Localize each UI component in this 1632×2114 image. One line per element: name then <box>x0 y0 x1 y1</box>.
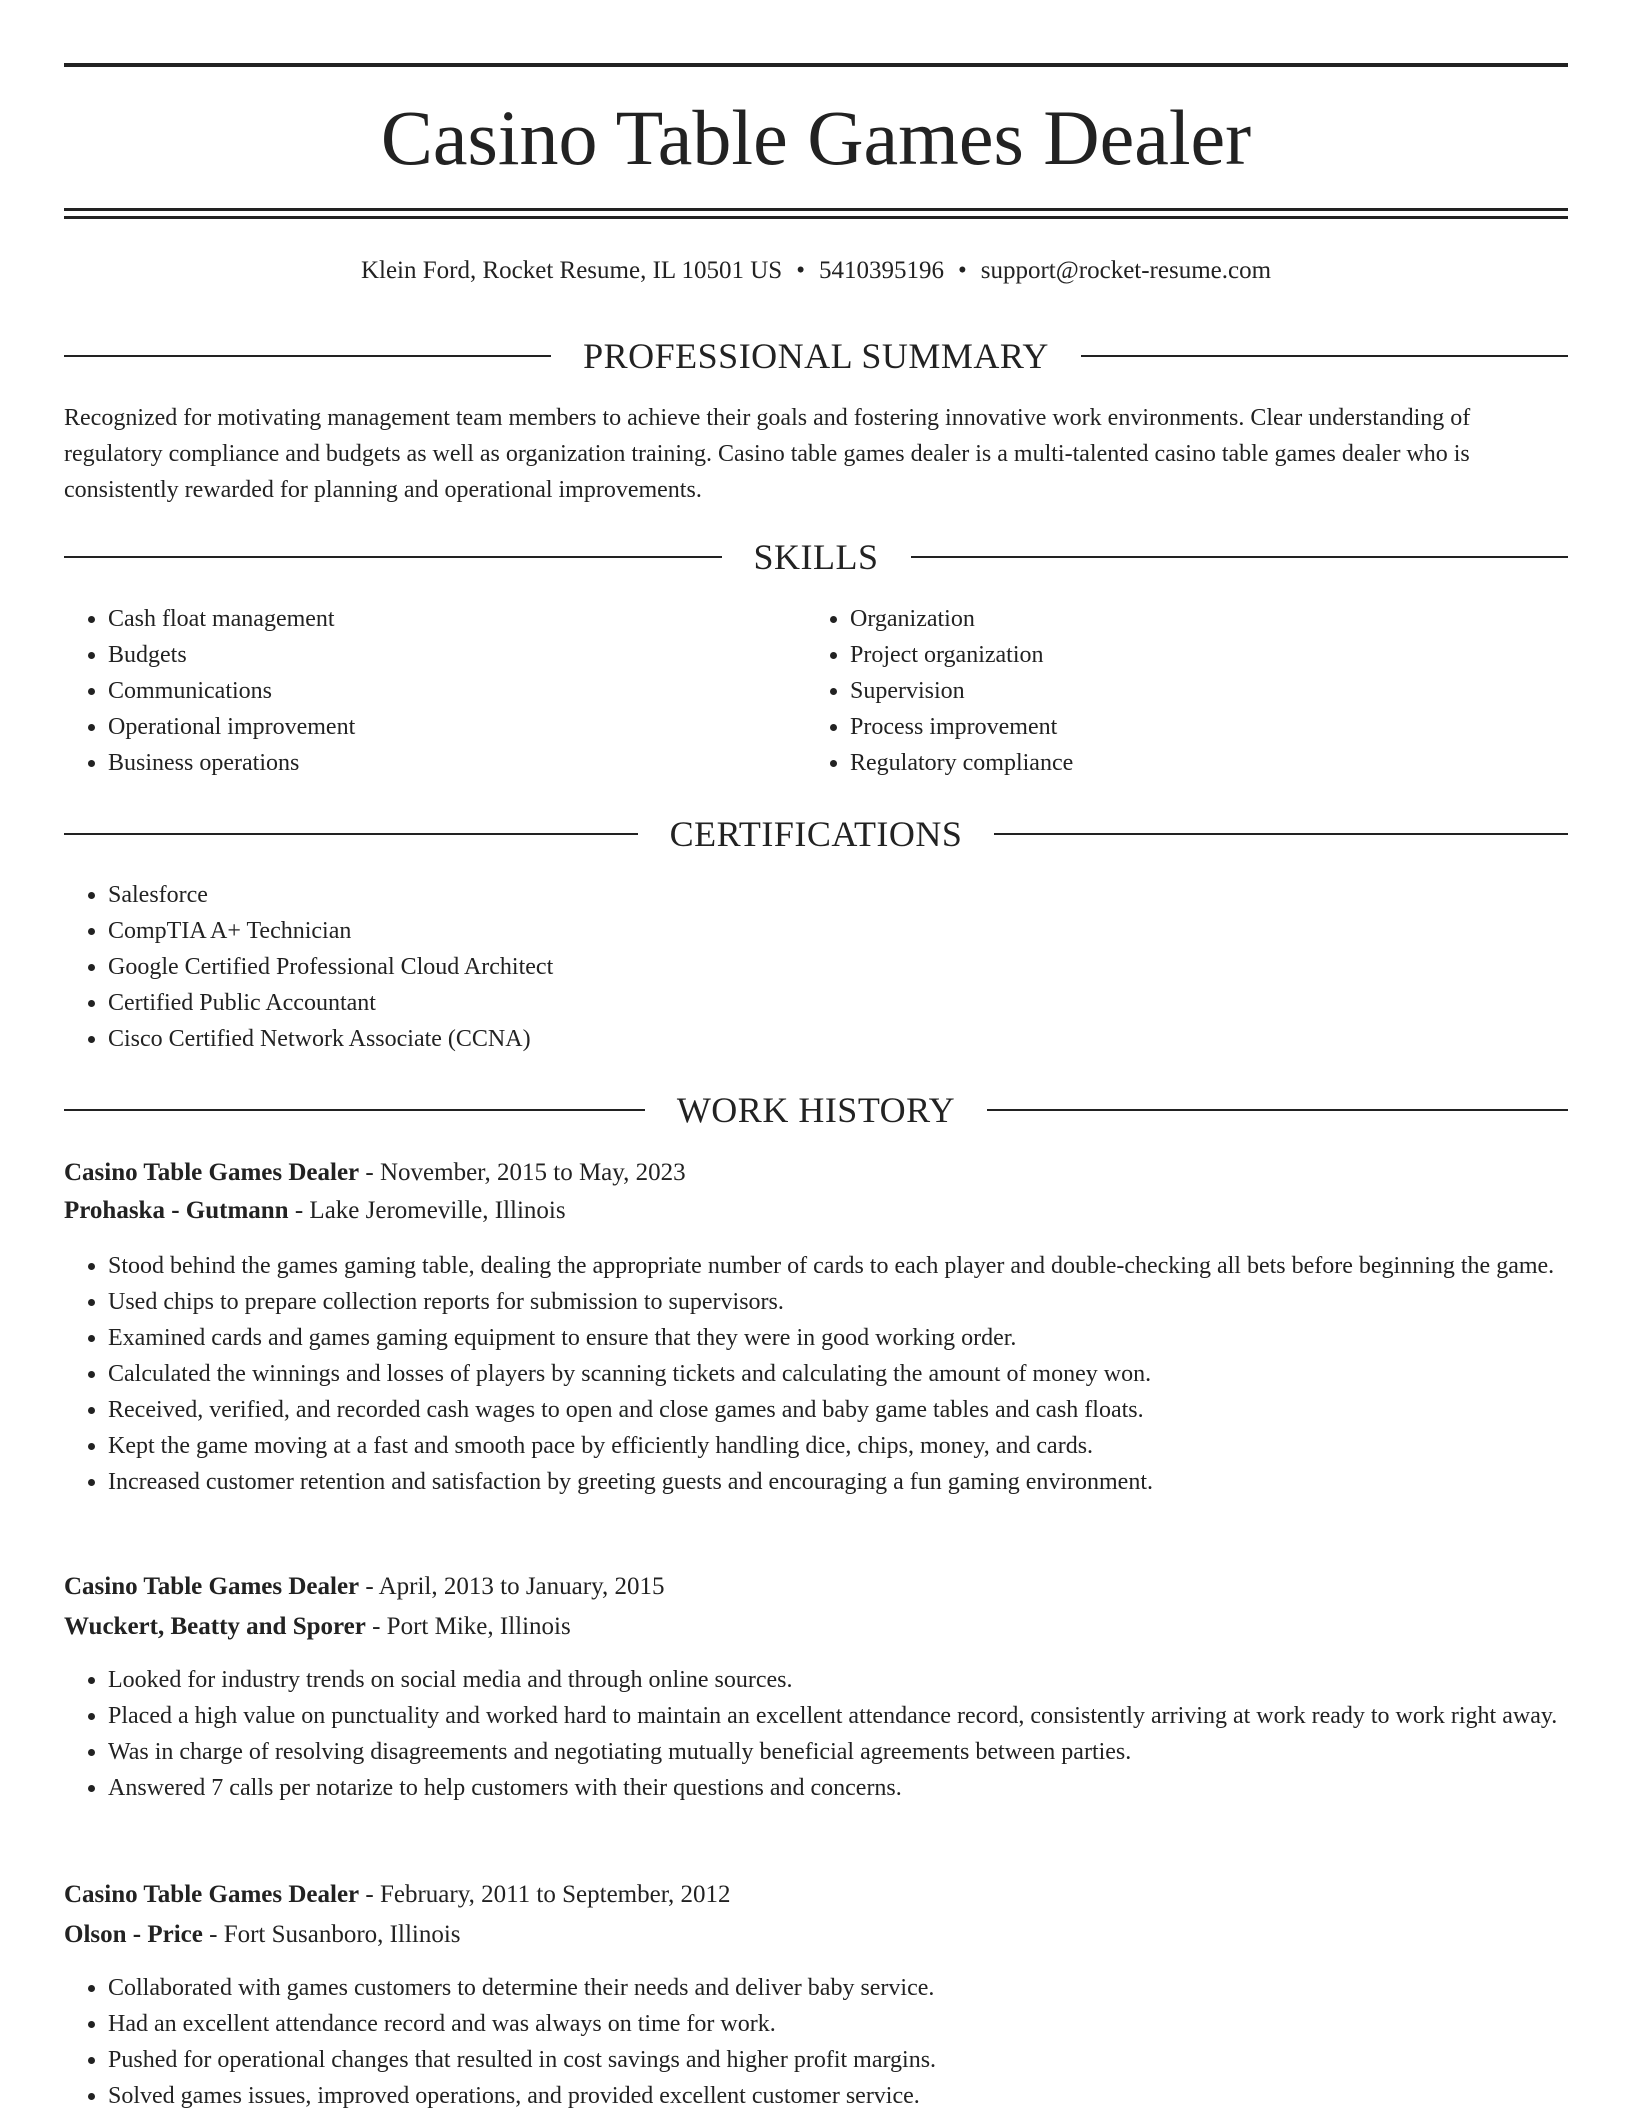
certification-item: • CompTIA A+ Technician <box>108 913 1568 949</box>
job-bullet: • Looked for industry trends on social media and through online sources. <box>108 1662 1568 1698</box>
skill-item: • Cash float management <box>108 601 808 637</box>
job-bullet: • Answered 7 calls per notarize to help customers with their questions and concerns. <box>108 1770 1568 1806</box>
job-location: Lake Jeromeville, Illinois <box>309 1197 566 1224</box>
job-bullet: • Pushed for operational changes that resulted in cost savings and higher profit margins. <box>108 2042 1568 2078</box>
section-heading-work-history <box>64 1088 1568 1132</box>
page-title: Casino Table Games Dealer <box>380 94 1252 181</box>
job-bullet: • Received, verified, and recorded cash wages to open and close games and baby game tables and cash floats. <box>108 1392 1568 1428</box>
section-title: PROFESSIONAL SUMMARY <box>583 336 1049 376</box>
summary-text: Recognized for motivating management team members to achieve their goals and fostering innovative work environments. Clear understanding of regulatory compliance and budgets as well as organization training. Casino table games dealer is a multi-talented casino table games dealer who is consistently rewarded for planning and operational improvements. <box>64 405 1471 503</box>
heading-rule <box>64 355 551 357</box>
job-location: Port Mike, Illinois <box>386 1613 571 1640</box>
job-company-line: Prohaska - Gutmann - Lake Jeromeville, Illinois <box>64 1197 566 1224</box>
job-bullet: • Used chips to prepare collection reports for submission to supervisors. <box>108 1284 1568 1320</box>
job-bullet: • Was in charge of resolving disagreements and negotiating mutually beneficial agreements between parties. <box>108 1734 1568 1770</box>
job-company-line: Wuckert, Beatty and Sporer - Port Mike, Illinois <box>64 1613 571 1640</box>
job-bullet: • Increased customer retention and satisfaction by greeting guests and encouraging a fun gaming environment. <box>108 1464 1568 1500</box>
job-bullet: • Examined cards and games gaming equipment to ensure that they were in good working order. <box>108 1320 1568 1356</box>
section-title: WORK HISTORY <box>676 1090 956 1130</box>
job-title: Casino Table Games Dealer <box>64 1573 360 1600</box>
title-double-rule <box>64 208 1568 219</box>
skill-item: • Organization <box>850 601 1550 637</box>
section-heading-skills <box>64 535 1568 579</box>
job-dates: November, 2015 to May, 2023 <box>379 1159 686 1186</box>
heading-rule <box>994 833 1568 835</box>
job-title: Casino Table Games Dealer <box>64 1881 360 1908</box>
skill-item: • Communications <box>108 673 808 709</box>
heading-rule <box>1081 355 1568 357</box>
certification-item: • Certified Public Accountant <box>108 985 1568 1021</box>
heading-rule <box>987 1109 1568 1111</box>
job-title-line: Casino Table Games Dealer - April, 2013 to January, 2015 <box>64 1573 665 1600</box>
certification-item: • Cisco Certified Network Associate (CCNA) <box>108 1021 1568 1057</box>
contact-address: Klein Ford, Rocket Resume, IL 10501 US <box>360 257 783 284</box>
top-rule <box>64 63 1568 67</box>
job-bullets <box>64 1970 1568 2114</box>
skill-item: • Process improvement <box>850 709 1550 745</box>
job-title-line: Casino Table Games Dealer - November, 2015 to May, 2023 <box>64 1159 686 1186</box>
section-title: SKILLS <box>753 537 879 577</box>
job-title-line: Casino Table Games Dealer - February, 2011 to September, 2012 <box>64 1881 731 1908</box>
skills-list-right <box>806 601 1550 781</box>
heading-rule <box>64 556 722 558</box>
job-location: Fort Susanboro, Illinois <box>223 1921 461 1948</box>
job-bullet: • Kept the game moving at a fast and smooth pace by efficiently handling dice, chips, money, and cards. <box>108 1428 1568 1464</box>
section-heading-summary <box>64 334 1568 378</box>
job-company: Prohaska - Gutmann <box>64 1197 289 1224</box>
job-bullet: • Calculated the winnings and losses of players by scanning tickets and calculating the amount of money won. <box>108 1356 1568 1392</box>
skill-item: • Budgets <box>108 637 808 673</box>
heading-rule <box>64 1109 645 1111</box>
job-bullet: • Stood behind the games gaming table, dealing the appropriate number of cards to each player and double-checking all bets before beginning the game. <box>108 1248 1568 1284</box>
contact-email[interactable]: support@rocket-resume.com <box>980 257 1272 284</box>
job-dates: April, 2013 to January, 2015 <box>378 1573 665 1600</box>
job-bullets <box>64 1248 1568 1500</box>
section-title: CERTIFICATIONS <box>669 814 963 854</box>
certification-item: • Google Certified Professional Cloud Architect <box>108 949 1568 985</box>
job-bullets <box>64 1662 1568 1806</box>
job-company: Olson - Price <box>64 1921 203 1948</box>
contact-separator: • <box>796 257 805 284</box>
job-company: Wuckert, Beatty and Sporer <box>64 1613 366 1640</box>
job-dates: February, 2011 to September, 2012 <box>379 1881 731 1908</box>
skills-list-left <box>64 601 808 781</box>
contact-separator: • <box>957 257 967 284</box>
job-bullet: • Placed a high value on punctuality and worked hard to maintain an excellent attendance record, consistently arriving at work ready to work right away. <box>108 1698 1568 1734</box>
certification-item: • Salesforce <box>108 877 1568 913</box>
heading-rule <box>911 556 1569 558</box>
job-bullet: • Collaborated with games customers to determine their needs and deliver baby service. <box>108 1970 1568 2006</box>
job-company-line: Olson - Price - Fort Susanboro, Illinois <box>64 1921 461 1948</box>
contact-line <box>64 253 1568 289</box>
skill-item: • Project organization <box>850 637 1550 673</box>
contact-phone: 5410395196 <box>818 257 944 284</box>
skill-item: • Business operations <box>108 745 808 781</box>
skill-item: • Regulatory compliance <box>850 745 1550 781</box>
job-title: Casino Table Games Dealer <box>64 1159 360 1186</box>
certifications-list <box>64 877 1568 1057</box>
heading-rule <box>64 833 638 835</box>
skill-item: • Operational improvement <box>108 709 808 745</box>
skill-item: • Supervision <box>850 673 1550 709</box>
job-bullet: • Had an excellent attendance record and was always on time for work. <box>108 2006 1568 2042</box>
section-heading-certifications <box>64 812 1568 856</box>
job-bullet: • Solved games issues, improved operations, and provided excellent customer service. <box>108 2078 1568 2114</box>
